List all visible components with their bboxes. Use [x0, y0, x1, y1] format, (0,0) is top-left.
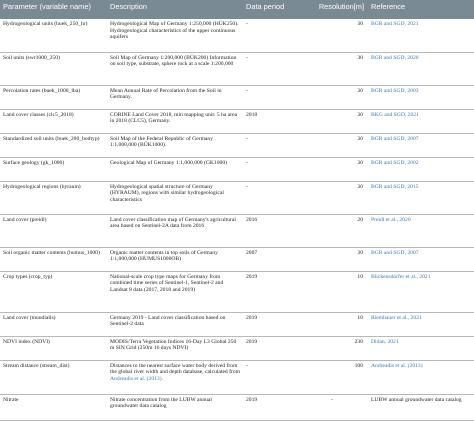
table-row: [0, 85, 474, 109]
table-body: [0, 19, 474, 420]
cell-resolution: 30: [298, 109, 368, 133]
cell-parameter: Land cover classes (clc5_2018): [0, 109, 107, 133]
cell-resolution: 20: [298, 214, 368, 247]
cell-data-period: 2007: [243, 247, 298, 271]
cell-resolution: 30: [298, 181, 368, 214]
table-row: [0, 157, 474, 181]
header-description: Description: [107, 0, 243, 19]
table-row: [0, 360, 474, 394]
cell-parameter: Percolation rates (buek_1000_lba): [0, 85, 107, 109]
header-data-period: Data period: [243, 0, 298, 19]
cell-data-period: -: [243, 52, 298, 85]
cell-data-period: 2019: [243, 312, 298, 336]
cell-reference-link[interactable]: BGR and SGD, 2002: [368, 157, 474, 181]
cell-resolution: 30: [298, 19, 368, 52]
cell-data-period: 2019: [243, 336, 298, 360]
cell-parameter: NDVI index (NDVI): [0, 336, 107, 360]
cell-resolution: 30: [298, 52, 368, 85]
cell-reference: LUBW annual groundwater data catalog: [368, 394, 474, 420]
header-resolution: Resolution[m]: [298, 0, 368, 19]
table-row: [0, 181, 474, 214]
header-parameter: Parameter (variable name): [0, 0, 107, 19]
cell-reference-link[interactable]: Riembauer et al., 2021: [368, 312, 474, 336]
cell-data-period: -: [243, 157, 298, 181]
description-citation-link[interactable]: Andreadis et al. (2013).: [110, 375, 163, 382]
cell-parameter: Land cover (mundialis): [0, 312, 107, 336]
cell-description: Mean Annual Rate of Percolation from the Soil in Germany.: [107, 85, 243, 109]
cell-description: Hydrogeological spatial structure of Germany (HYRAUM), regions with similar hydrogeological characteristics: [107, 181, 243, 214]
table-row: [0, 109, 474, 133]
table-row: [0, 271, 474, 312]
cell-resolution: 230: [298, 336, 368, 360]
cell-data-period: 2016: [243, 214, 298, 247]
cell-description: Land cover classification map of Germany's agricultural area based on Sentinel-2A data from 2016: [107, 214, 243, 247]
cell-parameter: Stream distance (stream_dist): [0, 360, 107, 394]
cell-parameter: Hydrogeological units (huek_250_hr): [0, 19, 107, 52]
table-row: [0, 394, 474, 420]
table-row: [0, 19, 474, 52]
cell-data-period: -: [243, 19, 298, 52]
cell-parameter: Surface geology (gk_1000): [0, 157, 107, 181]
cell-resolution: -: [298, 394, 368, 420]
cell-resolution: 30: [298, 133, 368, 157]
cell-description: National-scale crop type maps for Germany from combined time series of Sentinel-1, Sentinel-2 and Landsat 8 data (2017, 2018 and 2019): [107, 271, 243, 312]
cell-resolution: 10: [298, 271, 368, 312]
cell-data-period: -: [243, 85, 298, 109]
cell-parameter: Soil organic matter contents (humus_1000): [0, 247, 107, 271]
cell-data-period: -: [243, 360, 298, 394]
cell-parameter: Hydrogeological regions (hyraum): [0, 181, 107, 214]
cell-description: Hydrogeological Map of Germany 1:250,000 (HÜK250). Hydrogeological characteristics of the upper continuous aquifers: [107, 19, 243, 52]
table-row: [0, 247, 474, 271]
cell-description: MODIS/Terra Vegetation Indices 16-Day L3 Global 250 m SIN Grid (250m 16 days NDVI): [107, 336, 243, 360]
cell-reference-link[interactable]: BGR and SGD, 2007: [368, 247, 474, 271]
cell-resolution: 10: [298, 312, 368, 336]
cell-description: Geological Map of Germany 1:1,000,000 (GK1000): [107, 157, 243, 181]
cell-parameter: Soil units (swr1000_250): [0, 52, 107, 85]
cell-data-period: 2018: [243, 109, 298, 133]
cell-description: CORINE Land Cover 2018, min mapping unit: 5 ha area in 2018 (CLC5), Germany.: [107, 109, 243, 133]
cell-resolution: 30: [298, 247, 368, 271]
cell-reference-link[interactable]: BGR and SGD, 2020: [368, 52, 474, 85]
cell-reference-link[interactable]: BGR and SGD, 2015: [368, 181, 474, 214]
header-row: [0, 0, 474, 19]
cell-reference-link[interactable]: BGR and SGD, 2003: [368, 85, 474, 109]
cell-reference-link[interactable]: Preidl et al., 2020: [368, 214, 474, 247]
table-row: [0, 52, 474, 85]
cell-description: Organic matter contents in top soils of Germany 1:1,000,000 (HUMUS1000OB): [107, 247, 243, 271]
cell-reference-link[interactable]: BGR and SGD, 2007: [368, 133, 474, 157]
cell-resolution: 100: [298, 360, 368, 394]
cell-resolution: 30: [298, 85, 368, 109]
cell-data-period: 2019: [243, 394, 298, 420]
table-row: [0, 312, 474, 336]
header-reference: Reference: [368, 0, 474, 19]
cell-resolution: 30: [298, 157, 368, 181]
cell-reference-link[interactable]: Blickensdörfer et al., 2021: [368, 271, 474, 312]
cell-description: Soil Map of Germany 1:200,000 (BÜK200) Information on soil type, substrate, sphere rock at a scale 1:200,000: [107, 52, 243, 85]
cell-data-period: 2019: [243, 271, 298, 312]
cell-parameter: Nitrate: [0, 394, 107, 420]
cell-description: Soil Map of the Federal Republic of Germany 1:1,000,000 (BÜK1000).: [107, 133, 243, 157]
cell-parameter: Standardized soil units (buek_200_bodtyp): [0, 133, 107, 157]
cell-data-period: -: [243, 181, 298, 214]
cell-reference-link[interactable]: BKG and SGD, 2021: [368, 109, 474, 133]
table-row: [0, 133, 474, 157]
cell-description: Nitrate concentration from the LUBW annual groundwater data catalog: [107, 394, 243, 420]
table-row: [0, 336, 474, 360]
table-header: [0, 0, 474, 19]
cell-description: Germany 2019 - Land cover classification based on Sentinel-2 data: [107, 312, 243, 336]
cell-reference-link[interactable]: Didan, 2021: [368, 336, 474, 360]
cell-description: [107, 360, 243, 394]
description-text: Distances to the nearest surface water body derived from the global river width and depth database, calculated from: [110, 362, 241, 376]
cell-reference-link[interactable]: BGR and SGD, 2021: [368, 19, 474, 52]
cell-parameter: Crop types (crop_typ): [0, 271, 107, 312]
cell-data-period: -: [243, 133, 298, 157]
table-row: [0, 214, 474, 247]
cell-reference-link[interactable]: Andreadis et al. (2013): [368, 360, 474, 394]
cell-parameter: Land cover (preidl): [0, 214, 107, 247]
